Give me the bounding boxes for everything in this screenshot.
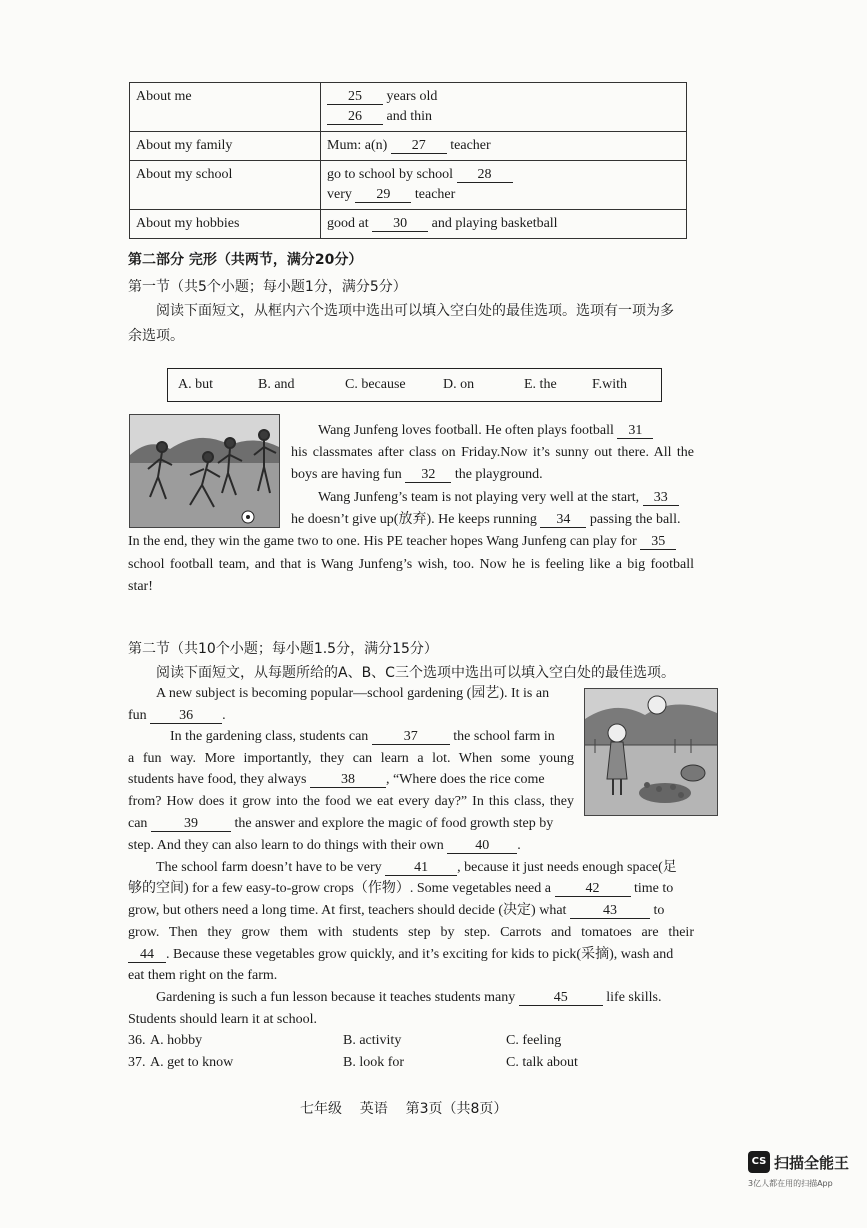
option-c[interactable]: C. talk about [506, 1055, 578, 1070]
text: the playground. [454, 467, 543, 482]
blank[interactable]: 28 [457, 167, 513, 183]
passage-line [128, 771, 574, 789]
table-key: About my family [130, 132, 321, 161]
option-c[interactable]: C. feeling [506, 1033, 562, 1048]
passage-line: grow. Then they grow them with students step by step. Carrots and tomatoes are their [128, 925, 694, 940]
blank[interactable]: 35 [640, 534, 676, 550]
text: the school farm in [453, 729, 555, 744]
text: , “Where does the rice come [385, 772, 545, 787]
cell-text: very [327, 187, 352, 202]
blank[interactable]: 36 [150, 708, 222, 724]
text: 够的空间) for a few easy-to-grow crops（作物）. Some vegetables need a [128, 881, 551, 896]
table-row [130, 83, 687, 132]
option-b[interactable]: B. look for [343, 1055, 405, 1070]
table-row [130, 210, 687, 239]
camscanner-logo-icon: CS [748, 1151, 770, 1173]
blank[interactable]: 31 [617, 423, 653, 439]
blank[interactable]: 41 [385, 860, 457, 876]
text: step. And they can also learn to do things with their own [128, 838, 444, 853]
passage-line [128, 946, 694, 964]
watermark-name: 扫描全能王 [774, 1154, 850, 1172]
options-box [167, 368, 662, 402]
section2-instruction: 阅读下面短文，从每题所给的A、B、C三个选项中选出可以填入空白处的最佳选项。 [156, 665, 675, 681]
text: he doesn’t give up(放弃). He keeps running [291, 512, 537, 527]
option-item[interactable]: C. because [345, 377, 406, 392]
text: . Because these vegetables grow quickly, and it’s exciting for kids to pick(采摘), wash and [166, 947, 674, 962]
passage-line: step. And they can also learn to do things with their own 40 . [128, 838, 521, 853]
passage-line: Students should learn it at school. [128, 1012, 317, 1027]
question-number: 37. [128, 1055, 146, 1070]
option-item[interactable]: F.with [592, 377, 628, 392]
part2-heading: 第二部分 完形（共两节，满分20分） [128, 252, 363, 268]
cell-text: Mum: a(n) [327, 138, 388, 153]
scanner-watermark [748, 1151, 863, 1191]
blank[interactable]: 43 [570, 903, 650, 919]
blank[interactable]: 39 [151, 816, 231, 832]
table-value [321, 161, 687, 210]
gardening-illustration [584, 688, 718, 816]
table-value [321, 83, 687, 132]
option-a[interactable]: A. hobby [150, 1033, 203, 1048]
football-illustration [129, 414, 280, 528]
passage-line [156, 989, 694, 1007]
option-a[interactable]: A. get to know [150, 1055, 234, 1070]
passage-line: school football team, and that is Wang Junfeng’s wish, too. Now he is feeling like a big football [128, 557, 694, 572]
blank[interactable]: 30 [372, 216, 428, 232]
text: In the end, they win the game two to one. His PE teacher hopes Wang Junfeng can play for [128, 534, 637, 549]
question-number: 36. [128, 1033, 146, 1048]
blank[interactable]: 37 [372, 729, 450, 745]
watermark-tagline: 3亿人都在用的扫描App [748, 1179, 833, 1188]
blank[interactable]: 33 [643, 490, 679, 506]
info-table [129, 82, 687, 239]
text: passing the ball. [589, 512, 681, 527]
cell-text: and thin [386, 109, 432, 124]
passage-line [128, 815, 574, 833]
section1-instruction: 阅读下面短文，从框内六个选项中选出可以填入空白处的最佳选项。选项有一项为多 [156, 303, 674, 319]
text: In the gardening class, students can [170, 729, 369, 744]
table-value [321, 210, 687, 239]
gardening-image [585, 689, 717, 815]
text: boys are having fun [291, 467, 402, 482]
blank[interactable]: 38 [310, 772, 386, 788]
text: , because it just needs enough space(足 [457, 860, 677, 875]
text: Wang Junfeng’s team is not playing very well at the start, [318, 490, 640, 505]
passage-line [291, 511, 694, 529]
table-value [321, 132, 687, 161]
passage-line [128, 880, 694, 898]
passage-line [170, 728, 574, 746]
blank[interactable]: 29 [355, 187, 411, 203]
passage-line: A new subject is becoming popular—school gardening (园艺). It is an [156, 686, 550, 701]
text: Wang Junfeng loves football. He often plays football [318, 423, 614, 438]
blank[interactable]: 44 [128, 947, 166, 963]
football-players-image [130, 415, 279, 527]
passage-line: star! [128, 579, 153, 594]
table-row [130, 161, 687, 210]
section1-heading: 第一节（共5个小题；每小题1分，满分5分） [128, 279, 407, 295]
cell-text: go to school by school [327, 167, 453, 182]
cell-text: and playing basketball [431, 216, 558, 231]
blank[interactable]: 26 [327, 109, 383, 125]
passage-line [156, 859, 694, 877]
blank[interactable]: 42 [555, 881, 631, 897]
text: grow, but others need a long time. At first, teachers should decide (决定) what [128, 903, 567, 918]
option-item[interactable]: D. on [443, 377, 475, 392]
option-item[interactable]: B. and [258, 377, 295, 392]
option-item[interactable]: E. the [524, 377, 557, 392]
cell-text: teacher [414, 187, 456, 202]
passage-line [291, 466, 694, 484]
text: to [653, 903, 665, 918]
cell-text: years old [386, 89, 438, 104]
passage-line: from? How does it grow into the food we eat every day?” In this class, they [128, 794, 574, 809]
passage-line [318, 422, 694, 440]
cell-text: good at [327, 216, 369, 231]
blank[interactable]: 34 [540, 512, 586, 528]
passage-line [128, 902, 694, 920]
option-item[interactable]: A. but [178, 377, 213, 392]
option-b[interactable]: B. activity [343, 1033, 402, 1048]
passage-line: fun 36 . [128, 708, 226, 723]
text: students have food, they always [128, 772, 307, 787]
cell-text: teacher [450, 138, 491, 153]
blank[interactable]: 25 [327, 89, 383, 105]
text: Gardening is such a fun lesson because it teaches students many [156, 990, 516, 1005]
text: fun [128, 708, 147, 723]
page-footer: 七年级 英语 第3页（共8页） [300, 1101, 508, 1117]
section2-heading: 第二节（共10个小题；每小题1.5分，满分15分） [128, 641, 438, 657]
text: life skills. [606, 990, 662, 1005]
blank[interactable]: 40 [447, 838, 517, 854]
passage-line [318, 489, 694, 507]
table-key: About my hobbies [130, 210, 321, 239]
table-row [130, 132, 687, 161]
passage-line: a fun way. More importantly, they can learn a lot. When some young [128, 751, 574, 766]
text: The school farm doesn’t have to be very [156, 860, 382, 875]
section1-instruction: 余选项。 [128, 328, 184, 344]
table-key: About me [130, 83, 321, 132]
passage-line: his classmates after class on Friday.Now it’s sunny out there. All the [291, 445, 694, 460]
text: can [128, 816, 148, 831]
text: time to [634, 881, 674, 896]
table-key: About my school [130, 161, 321, 210]
text: the answer and explore the magic of food growth step by [234, 816, 554, 831]
passage-line: eat them right on the farm. [128, 968, 278, 983]
blank[interactable]: 45 [519, 990, 603, 1006]
passage-line [128, 533, 694, 551]
blank[interactable]: 27 [391, 138, 447, 154]
blank[interactable]: 32 [405, 467, 451, 483]
